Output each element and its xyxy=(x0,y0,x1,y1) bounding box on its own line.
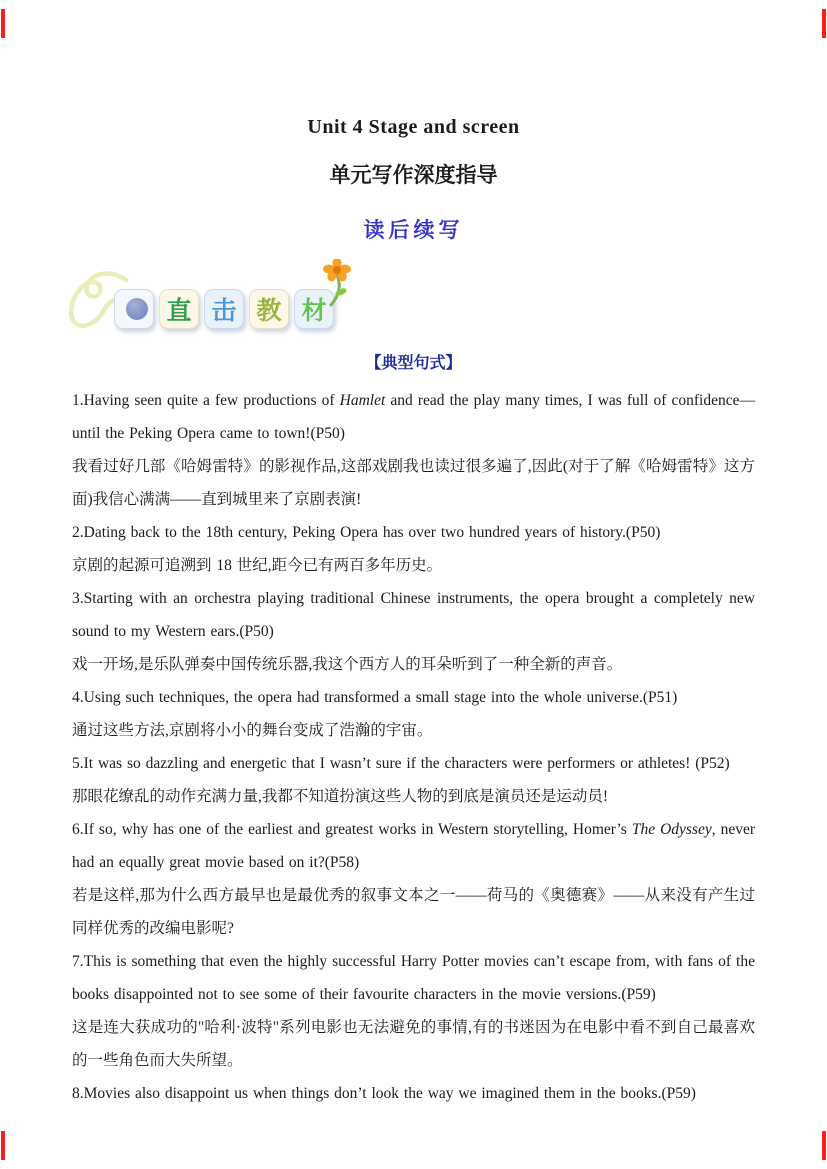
topic-subtitle: 读后续写 xyxy=(363,218,464,242)
flower-icon xyxy=(316,259,354,314)
sentence-chinese: 那眼花缭乱的动作充满力量,我都不知道扮演这些人物的到底是演员还是运动员! xyxy=(72,788,609,805)
unit-subtitle-zh: 单元写作深度指导 xyxy=(329,163,498,187)
sentence-english: 5.It was so dazzling and energetic that I wasn’t sure if the characters were performers or athletes! (P52) xyxy=(72,755,730,772)
crop-mark-top-left xyxy=(1,9,5,38)
crop-mark-top-right xyxy=(822,9,826,38)
crop-mark-bottom-left xyxy=(1,1131,5,1160)
banner-tile-教: 教 xyxy=(249,289,289,329)
sentence-english: 2.Dating back to the 18th century, Peking Opera has over two hundred years of history.(P50) xyxy=(72,524,661,541)
unit-title: Unit 4 Stage and screen xyxy=(307,116,520,138)
sentence-english: 4.Using such techniques, the opera had transformed a small stage into the whole universe.(P51) xyxy=(72,689,678,706)
banner-tile-直: 直 xyxy=(159,289,199,329)
sentence-english: 3.Starting with an orchestra playing traditional Chinese instruments, the opera brought a completely new sound to my Western ears.(P50) xyxy=(72,590,755,640)
sentence-english: 7.This is something that even the highly successful Harry Potter movies can’t escape from, with fans of the books disappointed not to see some of their favourite characters in the movie versions.(P59) xyxy=(72,953,755,1003)
banner-tile-材: 材 xyxy=(294,289,334,329)
banner-tiles xyxy=(114,289,334,329)
sentence-english: 1.Having seen quite a few productions of Hamlet and read the play many times, I was full of confidence—until the Peking Opera came to town!(P50) xyxy=(72,392,755,442)
sentence-chinese: 戏一开场,是乐队弹奏中国传统乐器,我这个西方人的耳朵听到了一种全新的声音。 xyxy=(72,656,623,673)
sentence-english: 8.Movies also disappoint us when things don’t look the way we imagined them in the books.(P59) xyxy=(72,1085,696,1102)
ball-icon xyxy=(126,298,148,320)
sentence-list xyxy=(72,384,755,1110)
textbook-banner xyxy=(70,262,410,344)
typical-sentences-heading: 【典型句式】 xyxy=(365,355,462,372)
banner-tile-ball xyxy=(114,289,154,329)
sentence-chinese: 这是连大获成功的"哈利·波特"系列电影也无法避免的事情,有的书迷因为在电影中看不到自己最喜欢的一些角色而大失所望。 xyxy=(72,1019,755,1069)
sentence-english: 6.If so, why has one of the earliest and greatest works in Western storytelling, Homer’s The Odyssey, never had an equally great movie based on it?(P58) xyxy=(72,821,756,871)
banner-tile-击: 击 xyxy=(204,289,244,329)
sentence-chinese: 京剧的起源可追溯到 18 世纪,距今已有两百多年历史。 xyxy=(72,557,443,574)
crop-mark-bottom-right xyxy=(822,1131,826,1160)
sentence-chinese: 通过这些方法,京剧将小小的舞台变成了浩瀚的宇宙。 xyxy=(72,722,433,739)
sentence-chinese: 我看过好几部《哈姆雷特》的影视作品,这部戏剧我也读过很多遍了,因此(对于了解《哈姆雷特》这方面)我信心满满——直到城里来了京剧表演! xyxy=(72,458,755,508)
sentence-chinese: 若是这样,那为什么西方最早也是最优秀的叙事文本之一——荷马的《奥德赛》——从来没有产生过同样优秀的改编电影呢? xyxy=(72,887,755,937)
